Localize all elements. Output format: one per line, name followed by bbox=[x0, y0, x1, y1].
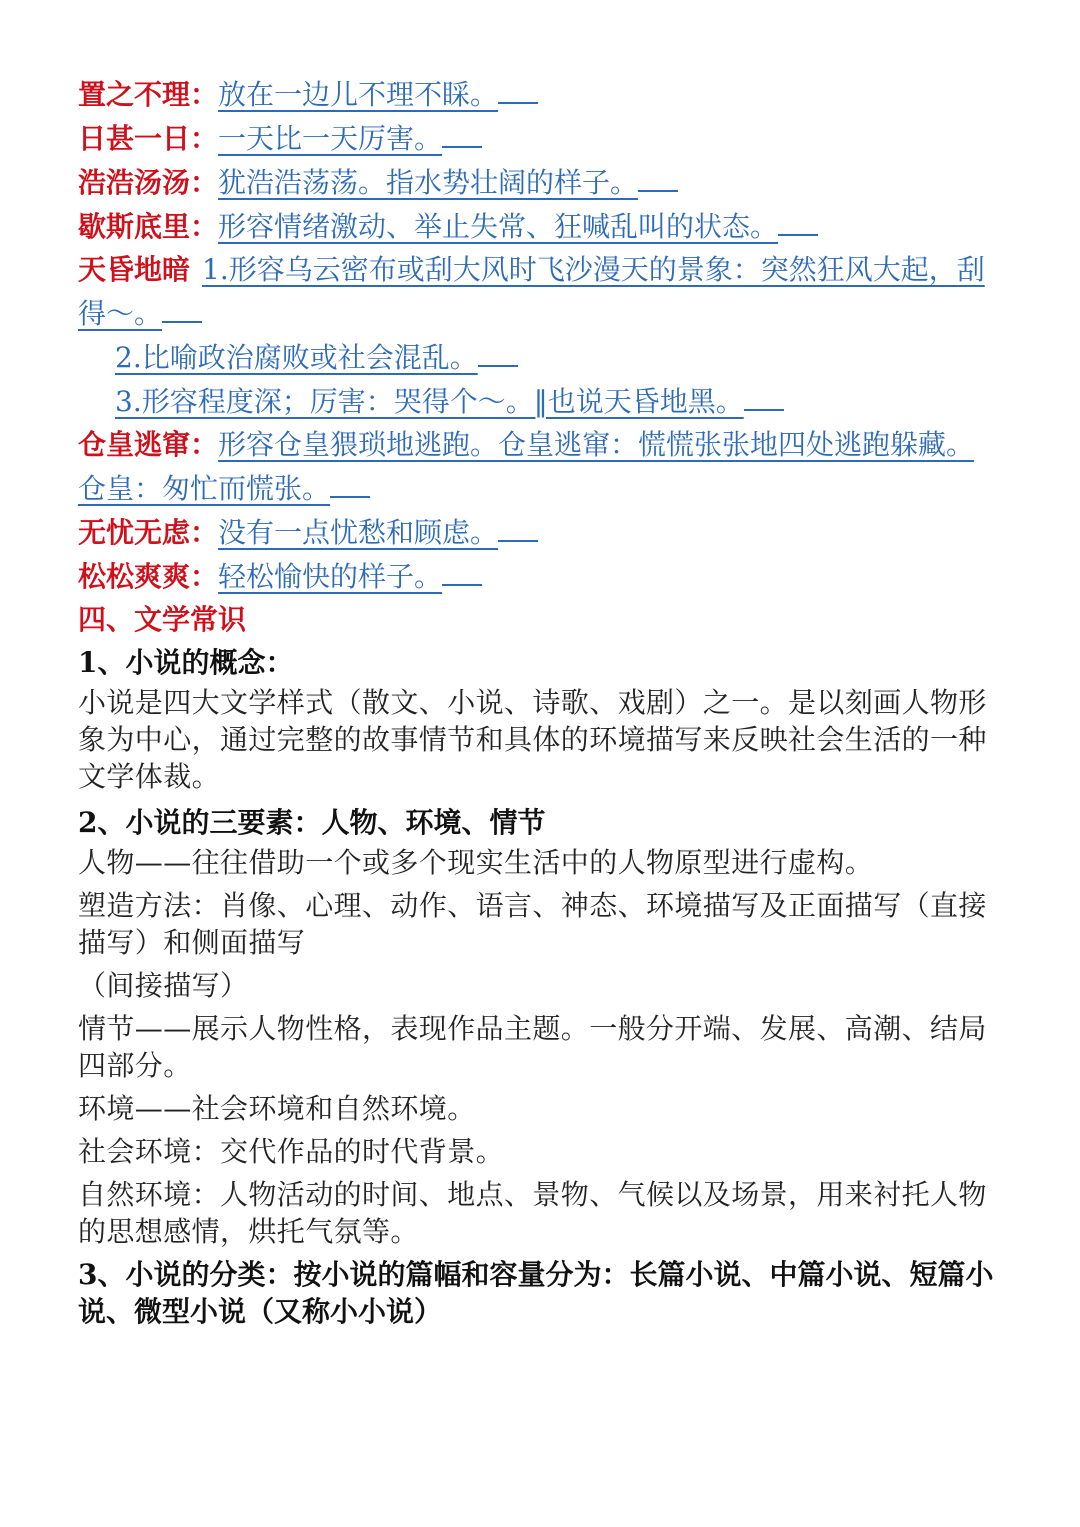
document-page bbox=[78, 72, 1008, 1330]
section-title: 四、文学常识 bbox=[78, 603, 247, 636]
idiom-entry bbox=[78, 510, 1008, 554]
underline-tail bbox=[442, 116, 482, 148]
idiom-separator: ： bbox=[190, 166, 219, 199]
underline-tail bbox=[498, 510, 538, 542]
idiom-entry-canghuang-cont bbox=[78, 466, 1008, 510]
idiom-entry bbox=[78, 204, 1008, 248]
idiom-entry bbox=[78, 160, 1008, 204]
idiom-term: 无忧无虑 bbox=[78, 516, 191, 549]
idiom-definition-line1: 1.形容乌云密布或刮大风时飞沙漫天的景象：突然狂风大起，刮 bbox=[202, 253, 985, 286]
idiom-separator: ： bbox=[190, 428, 219, 461]
idiom-entry bbox=[78, 554, 1008, 598]
underline-tail bbox=[162, 291, 202, 323]
paragraph-natural-env: 自然环境：人物活动的时间、地点、景物、气候以及场景，用来衬托人物的思想感情，烘托气氛等。 bbox=[78, 1178, 987, 1248]
idiom-term: 仓皇逃窜 bbox=[78, 428, 191, 461]
idiom-definition-line1b: 得～。 bbox=[78, 297, 163, 330]
idiom-definition-line2: 仓皇：匆忙而慌张。 bbox=[78, 472, 331, 505]
underline-tail bbox=[638, 160, 678, 192]
paragraph-plot: 情节——展示人物性格，表现作品主题。一般分开端、发展、高潮、结局四部分。 bbox=[78, 1012, 987, 1082]
idiom-definition: 犹浩浩荡荡。指水势壮阔的样子。 bbox=[218, 166, 639, 199]
idiom-entry-canghuang bbox=[78, 423, 1008, 466]
idiom-entry bbox=[78, 72, 1008, 116]
idiom-term: 日甚一日 bbox=[78, 122, 191, 155]
idiom-entry-tianhun-3 bbox=[78, 379, 1008, 423]
idiom-definition: 形容情绪激动、举止失常、狂喊乱叫的状态。 bbox=[218, 210, 779, 243]
idiom-term: 置之不理 bbox=[78, 78, 191, 111]
underline-tail bbox=[478, 335, 518, 367]
idiom-separator: ： bbox=[190, 560, 219, 593]
paragraph-concept: 小说是四大文学样式（散文、小说、诗歌、戏剧）之一。是以刻画人物形象为中心，通过完整的故事情节和具体的环境描写来反映社会生活的一种文学体裁。 bbox=[78, 686, 987, 793]
idiom-separator: ： bbox=[190, 122, 219, 155]
underline-tail bbox=[330, 466, 370, 498]
idiom-entry-tianhun-cont bbox=[78, 291, 1008, 335]
underline-tail bbox=[442, 554, 482, 586]
idiom-definition: 没有一点忧愁和顾虑。 bbox=[218, 516, 499, 549]
idiom-definition: 放在一边儿不理不睬。 bbox=[218, 78, 499, 111]
idiom-definition-line3: 3.形容程度深；厉害：哭得个～。‖也说天昏地黑。 bbox=[115, 385, 744, 418]
idiom-entry bbox=[78, 116, 1008, 160]
idiom-entry-tianhun-2 bbox=[78, 335, 1008, 379]
paragraph-characters: 人物——往往借助一个或多个现实生活中的人物原型进行虚构。 bbox=[78, 846, 874, 879]
idiom-definition-line2: 2.比喻政治腐败或社会混乱。 bbox=[115, 341, 478, 374]
underline-tail bbox=[744, 379, 784, 411]
subsection-title-classification: 3、小说的分类：按小说的篇幅和容量分为：长篇小说、中篇小说、短篇小说、微型小说（又称小小说） bbox=[78, 1258, 994, 1328]
underline-tail bbox=[778, 204, 818, 236]
paragraph-indirect: （间接描写） bbox=[78, 969, 249, 1002]
subsection-title-elements: 2、小说的三要素：人物、环境、情节 bbox=[78, 806, 546, 839]
idiom-term: 松松爽爽 bbox=[78, 560, 191, 593]
idiom-definition: 轻松愉快的样子。 bbox=[218, 560, 443, 593]
idiom-separator: ： bbox=[190, 78, 219, 111]
idiom-separator: ： bbox=[190, 210, 219, 243]
idiom-term: 浩浩汤汤 bbox=[78, 166, 191, 199]
idiom-separator: ： bbox=[190, 516, 219, 549]
idiom-entry-tianhun bbox=[78, 248, 1008, 291]
idiom-term: 歇斯底里 bbox=[78, 210, 191, 243]
idiom-definition-line1: 形容仓皇猥琐地逃跑。仓皇逃窜：慌慌张张地四处逃跑躲藏。 bbox=[218, 428, 975, 461]
paragraph-social-env: 社会环境：交代作品的时代背景。 bbox=[78, 1135, 505, 1168]
idiom-definition: 一天比一天厉害。 bbox=[218, 122, 443, 155]
idiom-term: 天昏地暗 bbox=[78, 253, 191, 286]
paragraph-environment: 环境——社会环境和自然环境。 bbox=[78, 1092, 476, 1125]
subsection-title-concept: 1、小说的概念： bbox=[78, 646, 294, 679]
paragraph-methods: 塑造方法：肖像、心理、动作、语言、神态、环境描写及正面描写（直接描写）和侧面描写 bbox=[78, 889, 987, 959]
underline-tail bbox=[498, 72, 538, 104]
